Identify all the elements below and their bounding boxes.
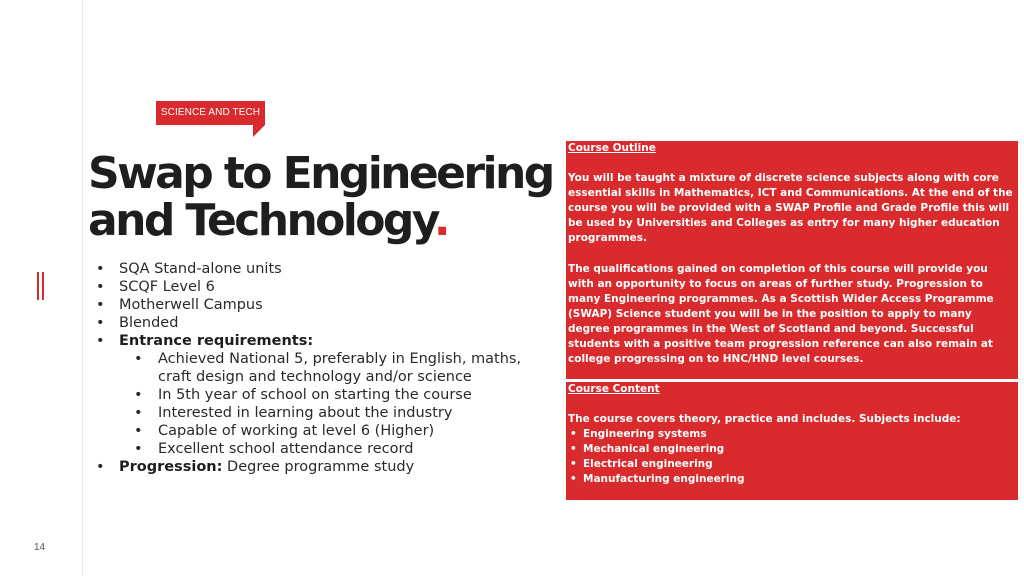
course-details-list bbox=[96, 260, 536, 476]
list-item-progression bbox=[96, 458, 536, 476]
title-line-2: and Technology bbox=[88, 195, 434, 246]
entrance-item-level6: • Capable of working at level 6 (Higher) bbox=[96, 422, 536, 440]
course-content-heading: Course Content bbox=[568, 383, 660, 395]
entrance-item-interest: • Interested in learning about the industry bbox=[96, 404, 536, 422]
tag-notch bbox=[253, 125, 265, 137]
page-title bbox=[88, 150, 568, 244]
left-divider bbox=[82, 0, 83, 576]
course-outline-paragraph-1: You will be taught a mixture of discrete science subjects along with core essential skills in Mathematics, ICT and Communications. At the end of the course you will be provided with a SWAP Profile and Grade Profile this will be used by Universities and Colleges as entry for many higher education programmes. bbox=[568, 172, 1013, 245]
page-number: 14 bbox=[34, 542, 46, 553]
list-item-units: • SQA Stand-alone units bbox=[96, 260, 536, 278]
list-item-campus: • Motherwell Campus bbox=[96, 296, 536, 314]
title-line-1: Swap to Engineering bbox=[88, 148, 553, 199]
subject-item: • Engineering systems bbox=[568, 427, 1016, 442]
entrance-item-national5: • Achieved National 5, preferably in English, maths, craft design and technology and/or science bbox=[96, 350, 536, 386]
entrance-item-5th-year: • In 5th year of school on starting the course bbox=[96, 386, 536, 404]
course-outline-paragraph-2: The qualifications gained on completion of this course will provide you with an opportunity to focus on areas of further study. Progression to many Engineering programmes. As a Scottish Wider Access Programme (SWAP) Science student you will be in the position to apply to many degree programmes in the West of Scotland and beyond. Successful students with a positive team progression reference can also remain at college progressing on to HNC/HND level courses. bbox=[568, 262, 994, 366]
course-content-intro: The course covers theory, practice and includes. Subjects include: bbox=[568, 413, 961, 426]
subject-item: • Electrical engineering bbox=[568, 457, 1016, 472]
list-item-entrance bbox=[96, 332, 536, 350]
list-item-level: • SCQF Level 6 bbox=[96, 278, 536, 296]
entrance-item-attendance: • Excellent school attendance record bbox=[96, 440, 536, 458]
progression-label: Progression: bbox=[119, 459, 223, 475]
title-dot: . bbox=[433, 195, 448, 246]
category-tag: SCIENCE AND TECH bbox=[156, 101, 265, 125]
progression-value: Degree programme study bbox=[222, 459, 415, 475]
course-content-panel bbox=[566, 382, 1018, 500]
list-item-mode: • Blended bbox=[96, 314, 536, 332]
subject-item: • Manufacturing engineering bbox=[568, 472, 1016, 487]
subject-item: • Mechanical engineering bbox=[568, 442, 1016, 457]
course-outline-panel bbox=[566, 141, 1018, 379]
quote-bars-icon bbox=[37, 272, 45, 300]
course-outline-heading: Course Outline bbox=[568, 142, 656, 154]
entrance-label: Entrance requirements: bbox=[119, 333, 314, 349]
